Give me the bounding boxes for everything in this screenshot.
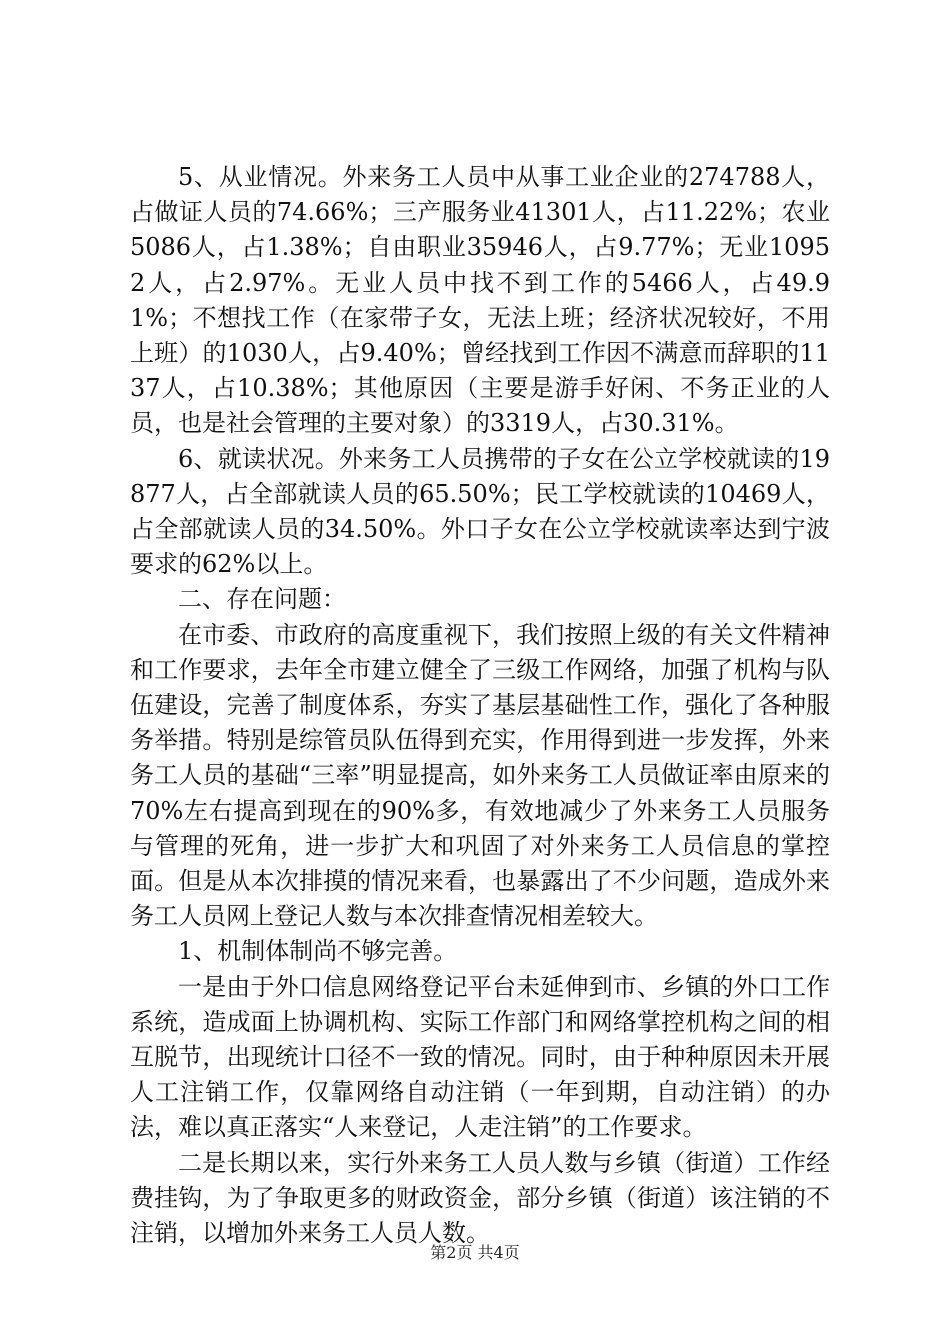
paragraph-point-one: 一是由于外口信息网络登记平台未延伸到市、乡镇的外口工作系统，造成面上协调机构、实际工作部门和网络掌控机构之间的相互脱节，出现统计口径不一致的情况。同时，由于种种原因未开展人工注销工作，仅靠网络自动注销（一年到期，自动注销）的办法，难以真正落实“人来登记，人走注销”的工作要求。 <box>130 972 830 1142</box>
paragraph-employment: 5、从业情况。外来务工人员中从事工业企业的274788人，占做证人员的74.66%；三产服务业41301人，占11.22%；农业5086人，占1.38%；自由职业35946人，占9.77%；无业10952人，占2.97%。无业人员中找不到工作的5466人，占49.91%；不想找工作（在家带子女，无法上班；经济状况较好，不用上班）的1030人，占9.40%；曾经找到工作因不满意而辞职的1137人，占10.38%；其他原因（主要是游手好闲、不务正业的人员，也是社会管理的主要对象）的3319人，占30.31%。 <box>130 163 830 438</box>
page-number-footer: 第2页 共4页 <box>430 1243 520 1262</box>
subheading-mechanism: 1、机制体制尚不够完善。 <box>178 937 458 966</box>
paragraph-schooling: 6、就读状况。外来务工人员携带的子女在公立学校就读的19877人，占全部就读人员的65.50%；民工学校就读的10469人，占全部就读人员的34.50%。外口子女在公立学校就读率达到宁波要求的62%以上。 <box>130 444 830 579</box>
section-heading-problems: 二、存在问题： <box>178 585 346 614</box>
paragraph-point-two: 二是长期以来，实行外来务工人员人数与乡镇（街道）工作经费挂钩，为了争取更多的财政资金，部分乡镇（街道）该注销的不注销，以增加外来务工人员人数。 <box>130 1148 830 1248</box>
paragraph-overview: 在市委、市政府的高度重视下，我们按照上级的有关文件精神和工作要求，去年全市建立健全了三级工作网络，加强了机构与队伍建设，完善了制度体系，夯实了基层基础性工作，强化了各种服务举措。特别是综管员队伍得到充实，作用得到进一步发挥，外来务工人员的基础“三率”明显提高，如外来务工人员做证率由原来的70%左右提高到现在的90%多，有效地减少了外来务工人员服务与管理的死角，进一步扩大和巩固了对外来务工人员信息的掌控面。但是从本次排摸的情况来看，也暴露出了不少问题，造成外来务工人员网上登记人数与本次排查情况相差较大。 <box>130 620 830 931</box>
document-body <box>130 160 830 1251</box>
